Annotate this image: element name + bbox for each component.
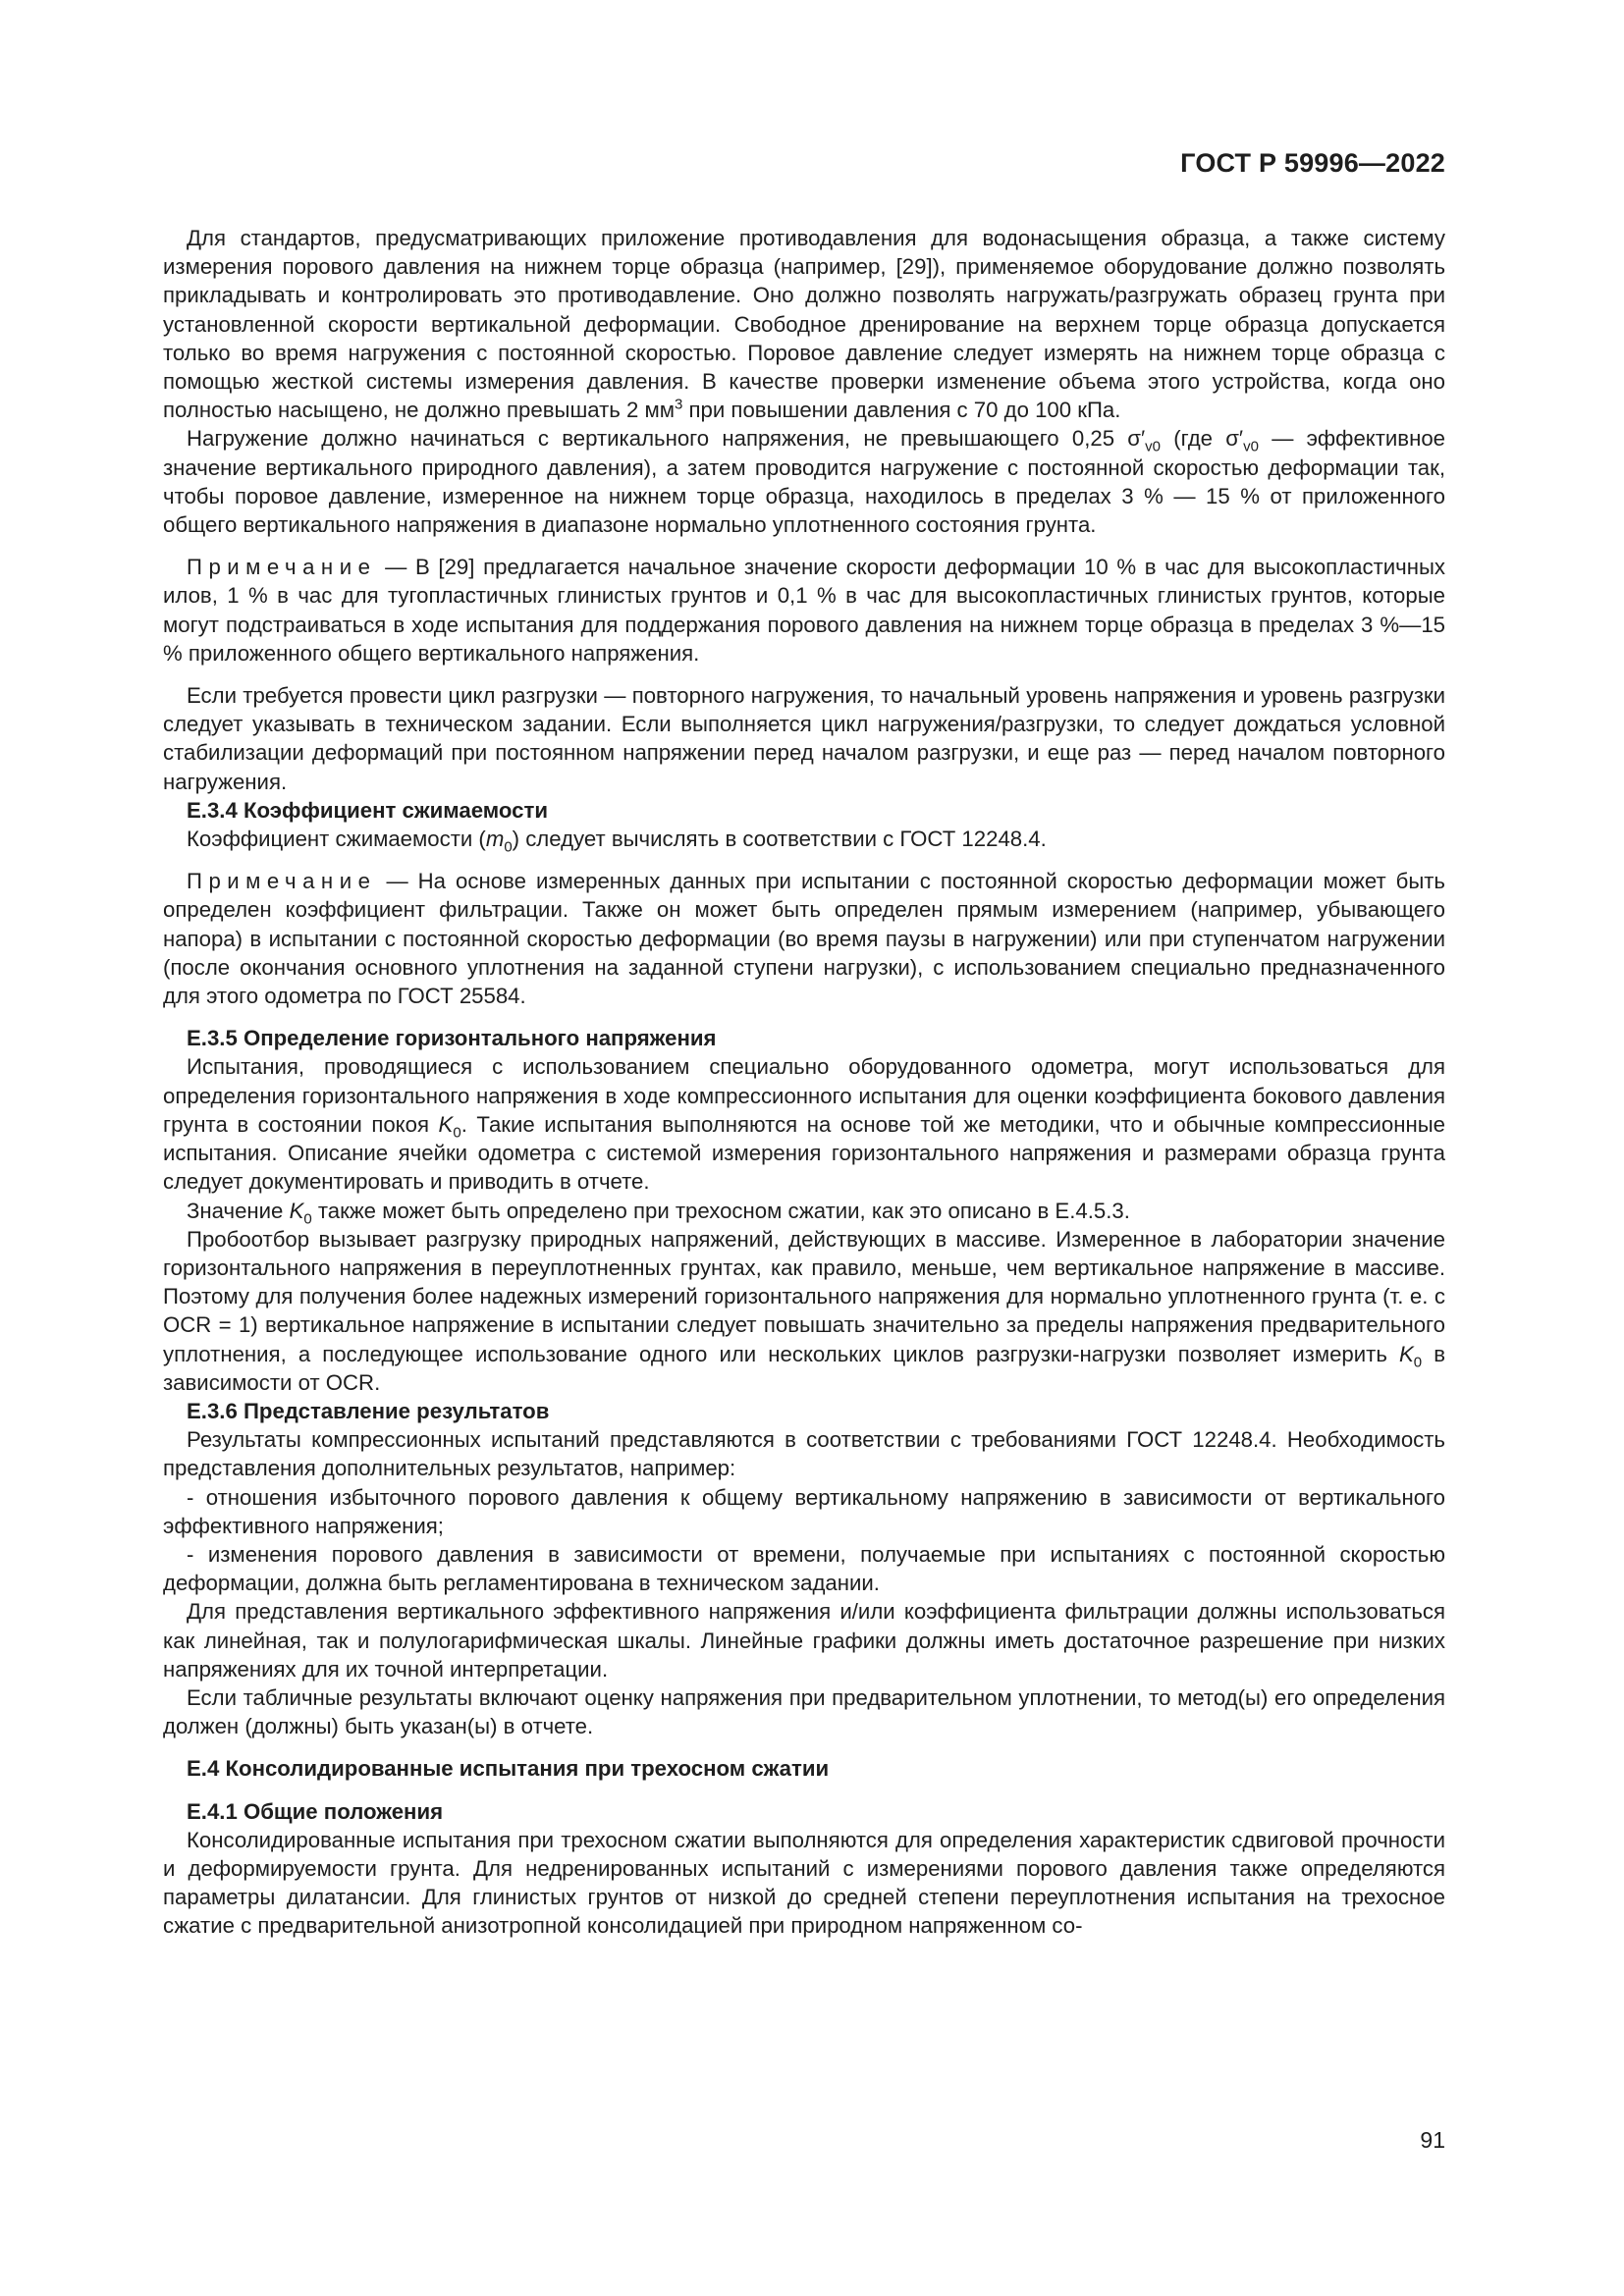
page-number: 91: [1420, 2127, 1445, 2153]
section-heading: Е.4 Консолидированные испытания при трехосном сжатии: [187, 1756, 830, 1782]
note-label: Примечание: [187, 555, 377, 580]
section-heading: Е.3.6 Представление результатов: [187, 1398, 550, 1423]
paragraph: Если требуется провести цикл разгрузки — повторного нагружения, то начальный уровень напряжения и уровень разгрузки следует указывать в техническом задании. Если выполняется цикл нагружения/разгрузки, то следует дождаться условной стабилизации деформаций при постоянном напряжении перед началом разгрузки, и еще раз — перед началом повторного нагружения.: [163, 683, 1445, 794]
page-body: [163, 224, 1445, 1941]
paragraph: Коэффициент сжимаемости $(m_0)$ следует вычислять в соответствии с ГОСТ 12248.4.: [187, 827, 1047, 856]
section-heading: Е.3.5 Определение горизонтального напряжения: [187, 1026, 717, 1051]
paragraph: Если табличные результаты включают оценку напряжения при предварительном уплотнении, то метод(ы) его определения должен (должны) быть указан(ы) в отчете.: [163, 1684, 1445, 1739]
paragraph: Пробоотбор вызывает разгрузку природных напряжений, действующих в массиве. Измеренное в лаборатории значение горизонтального напряжения в переуплотненных грунтах, как правило, меньше, чем вертикальное напряжение в массиве. Поэтому для получения более надежных измерений горизонтального напряжения для нормально уплотненного грунта (т. е. с OCR = 1) вертикальное напряжение в испытании следует повышать значительно за пределы напряжения предварительного уплотнения, а последующее использование одного или нескольких циклов разгрузки-нагрузки позволяет измерить $K_0$ в зависимости от OCR.: [163, 1226, 1445, 1395]
doc-code-header: ГОСТ Р 59996—2022: [1180, 148, 1445, 178]
paragraph: Значение $K_0$ также может быть определено при трехосном сжатии, как это описано в Е.4.5.3.: [187, 1198, 1130, 1227]
paragraph: Для представления вертикального эффективного напряжения и/или коэффициента фильтрации должны использоваться как линейная, так и полулогарифмическая шкалы. Линейные графики должны иметь достаточное разрешение при низких напряжениях для их точной интерпретации.: [163, 1599, 1445, 1682]
list-item: - отношения избыточного порового давления к общему вертикальному напряжению в зависимости от вертикального эффективного напряжения;: [163, 1484, 1445, 1538]
paragraph: Нагружение должно начинаться с вертикального напряжения, не превышающего 0,25 $\sigma'_{v0}$ (где $\sigma'_{v0}$ — эффективное значение вертикального природного давления), а затем проводится нагружение с постоянной скоростью деформации так, чтобы поровое давление, измеренное на нижнем торце образца, находилось в пределах 3 % — 15 % от приложенного общего вертикального напряжения в диапазоне нормально уплотненного состояния грунта.: [163, 426, 1446, 538]
paragraph: Испытания, проводящиеся с использованием специально оборудованного одометра, могут использоваться для определения горизонтального напряжения в ходе компрессионного испытания для оценки коэффициента бокового давления грунта в состоянии покоя $K_0$. Такие испытания выполняются на основе той же методики, что и обычные компрессионные испытания. Описание ячейки одометра с системой измерения горизонтального напряжения и размерами образца грунта следует документировать и приводить в отчете.: [163, 1054, 1445, 1195]
paragraph: Консолидированные испытания при трехосном сжатии выполняются для определения характеристик сдвиговой прочности и деформируемости грунта. Для недренированных испытаний с измерениями порового давления также определяются параметры дилатансии. Для глинистых грунтов от низкой до средней степени переуплотнения испытания на трехосное сжатие с предварительной анизотропной консолидацией при природном напряженном со-: [163, 1827, 1445, 1939]
section-heading: Е.4.1 Общие положения: [187, 1798, 444, 1824]
paragraph: Результаты компрессионных испытаний представляются в соответствии с требованиями ГОСТ 12248.4. Необходимость представления дополнительных результатов, например:: [163, 1427, 1445, 1481]
section-heading: Е.3.4 Коэффициент сжимаемости: [187, 797, 548, 823]
note: Примечание — В [29] предлагается начальное значение скорости деформации 10 % в час для высокопластичных илов, 1 % в час для тугопластичных глинистых грунтов и 0,1 % в час для высокопластичных глинистых грунтов, которые могут подстраиваться в ходе испытания для поддержания порового давления на нижнем торце образца в пределах 3 %—15 % приложенного общего вертикального напряжения.: [163, 555, 1445, 666]
note-label: Примечание: [187, 869, 377, 894]
list-item: - изменения порового давления в зависимости от времени, получаемые при испытаниях с постоянной скоростью деформации, должна быть регламентирована в техническом задании.: [163, 1541, 1445, 1596]
note: Примечание — На основе измеренных данных при испытании с постоянной скоростью деформации может быть определен коэффициент фильтрации. Также он может быть определен прямым измерением (например, убывающего напора) в испытании с постоянной скоростью деформации (во время паузы в нагружении) или при ступенчатом нагружении (после окончания основного уплотнения на заданной ступени нагрузки), с использованием специально предназначенного для этого одометра по ГОСТ 25584.: [163, 869, 1445, 1009]
paragraph: Для стандартов, предусматривающих приложение противодавления для водонасыщения образца, а также систему измерения порового давления на нижнем торце образца (например, [29]), применяемое оборудование должно позволять прикладывать и контролировать это противодавление. Оно должно позволять нагружать/разгружать образец грунта при установленной скорости вертикальной деформации. Свободное дренирование на верхнем торце образца допускается только во время нагружения с постоянной скоростью. Поровое давление следует измерять на нижнем торце образца с помощью жесткой системы измерения давления. В качестве проверки изменение объема этого устройства, когда оно полностью насыщено, не должно превышать 2 $мм^3$ при повышении давления с 70 до 100 кПа.: [163, 226, 1445, 423]
